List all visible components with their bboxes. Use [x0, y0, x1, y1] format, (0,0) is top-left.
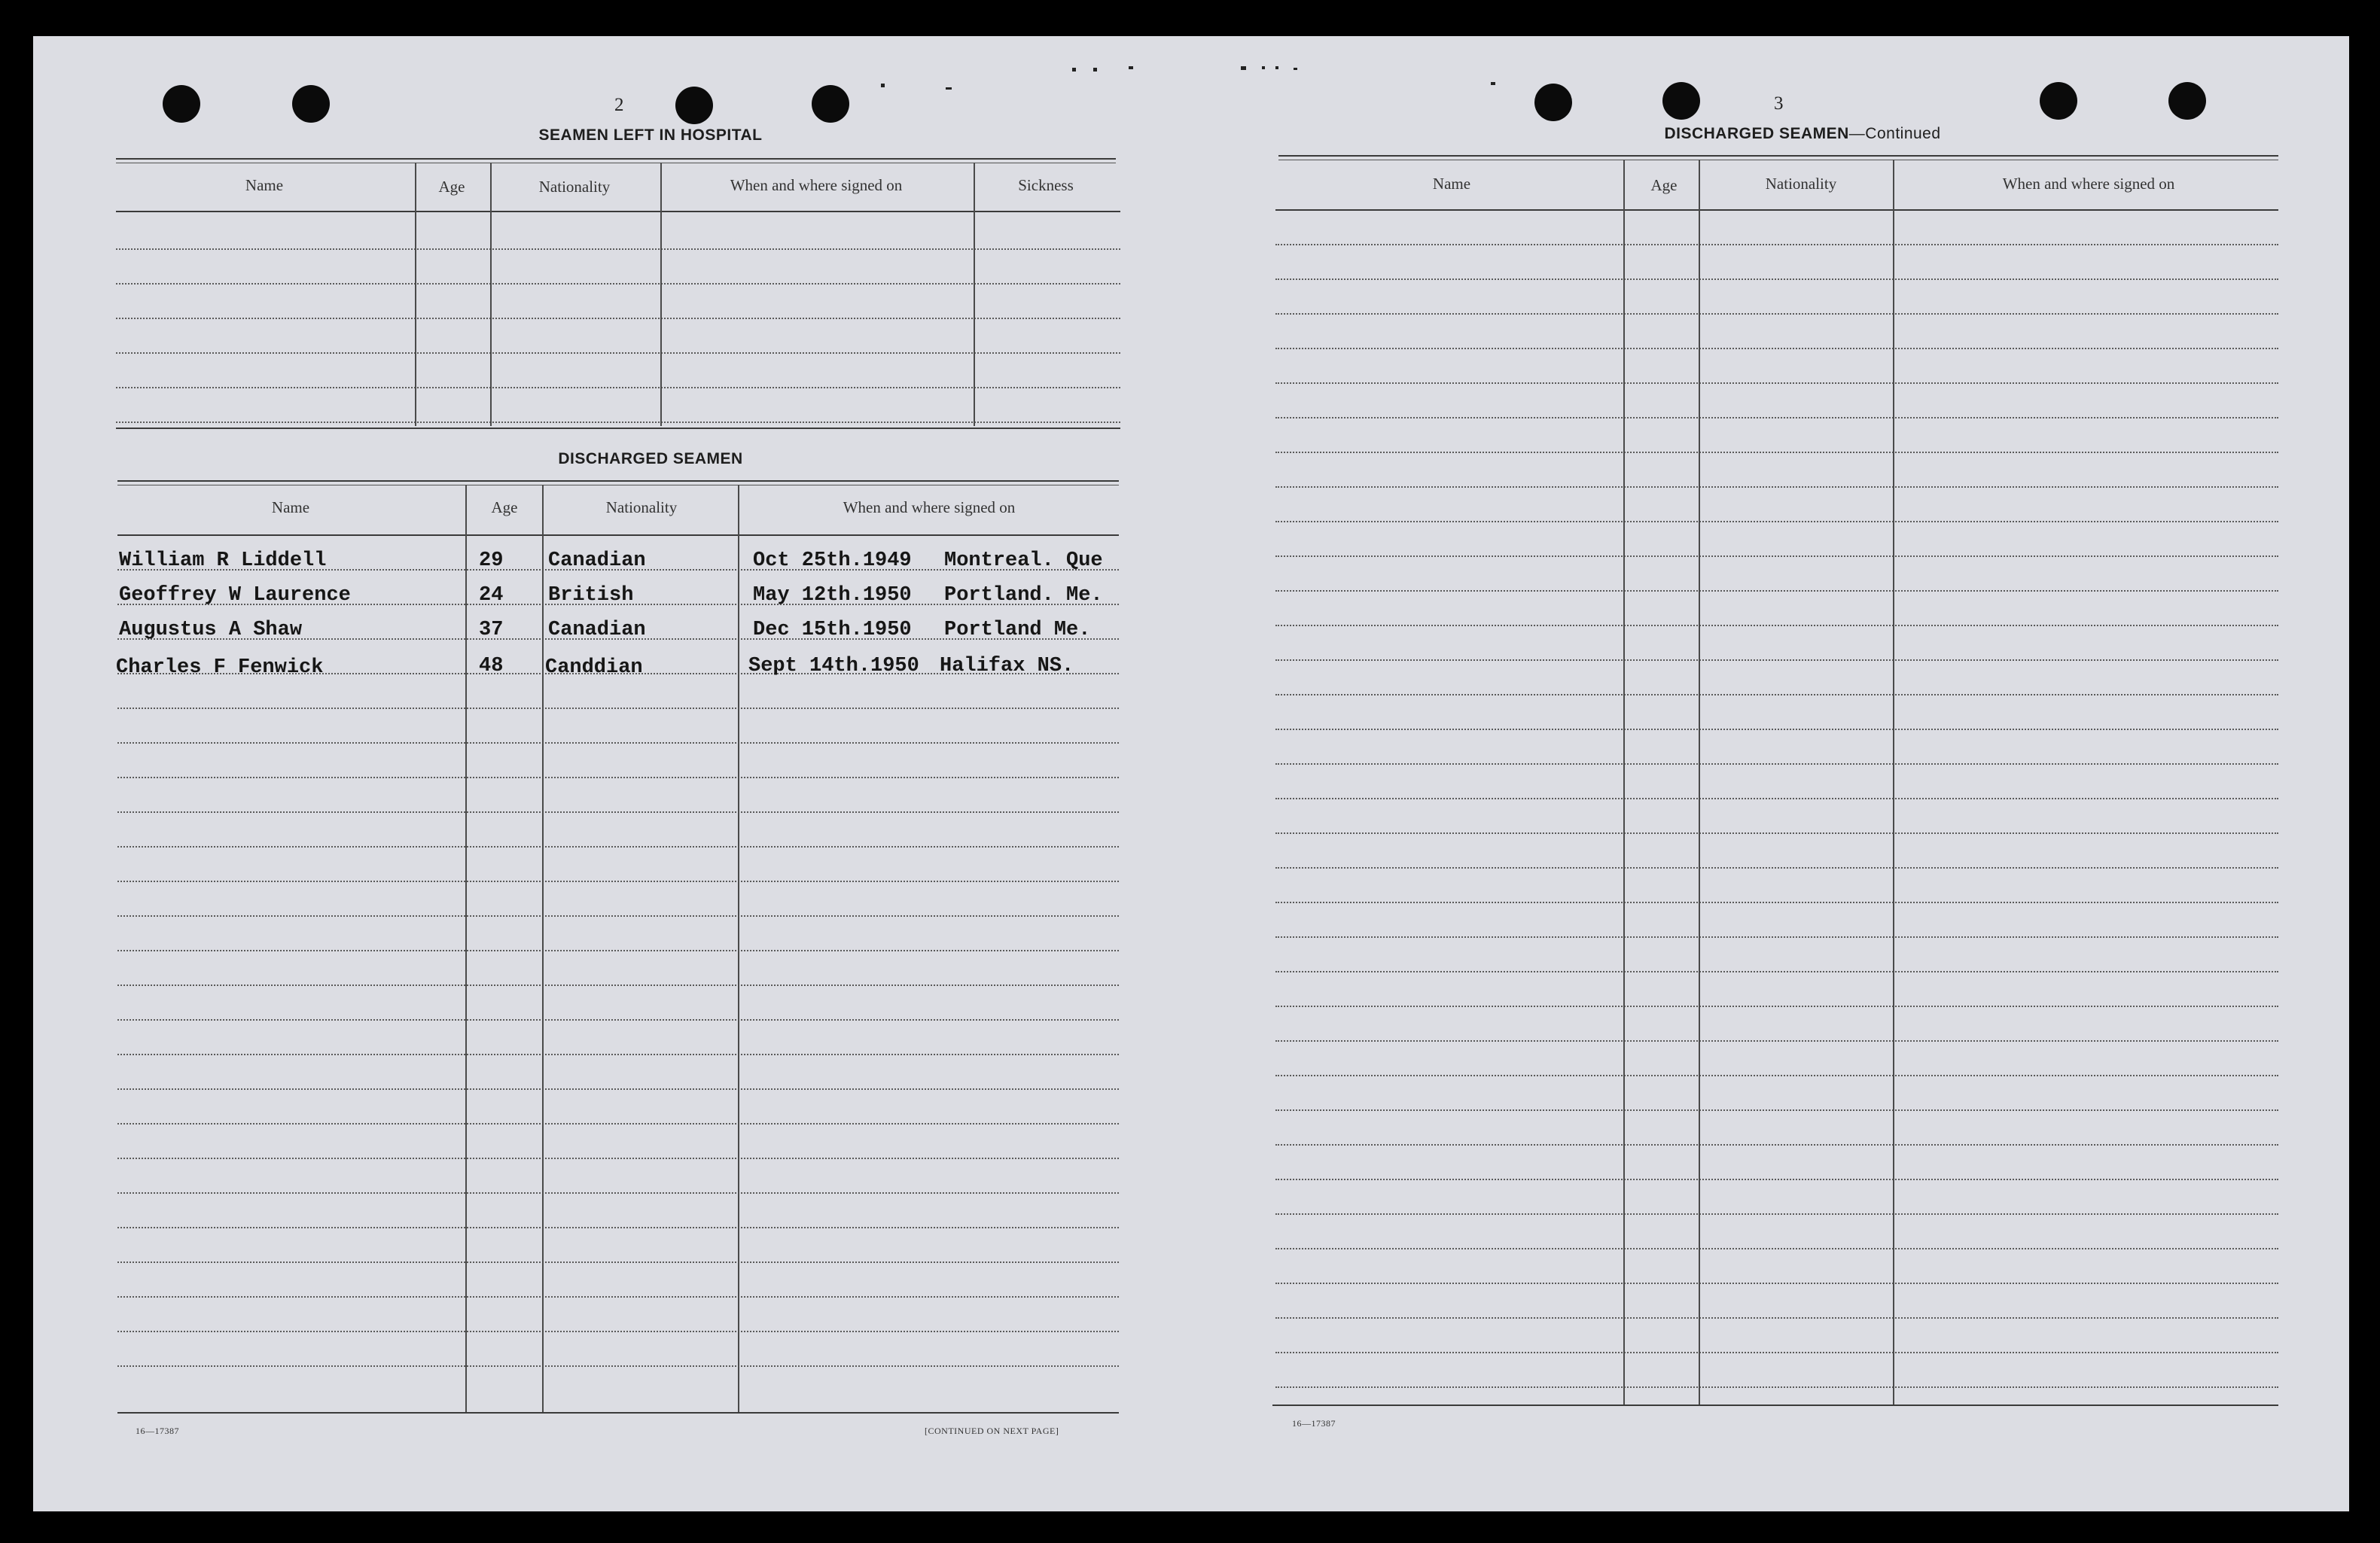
hospital-col-nationality: Nationality [538, 178, 611, 196]
ruled-line [1275, 971, 2278, 972]
ruled-line [117, 1192, 1119, 1194]
ruled-line [1275, 1386, 2278, 1388]
row-4-date: Sept 14th.1950 [748, 655, 919, 677]
ruled-line [1275, 278, 2278, 280]
ruled-line [1275, 1109, 2278, 1111]
row-3-age: 37 [479, 619, 504, 641]
ruled-line [117, 915, 1119, 917]
hospital-col-sickness: Sickness [1018, 176, 1074, 194]
continued-note: [CONTINUED ON NEXT PAGE] [925, 1426, 1059, 1436]
ruled-line [117, 777, 1119, 778]
ruled-line [117, 950, 1119, 951]
ruled-line [117, 1227, 1119, 1228]
discharged-top-rule [117, 480, 1119, 482]
row-2-nationality: British [548, 584, 634, 607]
row-1-nationality: Canadian [548, 549, 646, 572]
ruled-line [117, 846, 1119, 848]
punch-hole [2168, 82, 2206, 120]
ruled-line [1275, 1144, 2278, 1146]
ruled-line [117, 1331, 1119, 1332]
discharged-col-age: Age [491, 498, 518, 516]
ruled-line [1275, 486, 2278, 488]
ruled-line [1275, 590, 2278, 592]
ruled-line [1275, 417, 2278, 418]
right-col-nationality: Nationality [1765, 175, 1837, 193]
ruled-line [117, 985, 1119, 986]
ruled-line [117, 881, 1119, 882]
row-1-name: William R Liddell [119, 549, 327, 572]
punch-hole [2040, 82, 2077, 120]
ruled-line [1275, 555, 2278, 557]
row-3-name: Augustus A Shaw [119, 619, 303, 641]
ruled-line [1275, 1283, 2278, 1284]
right-page-number: 3 [1774, 93, 1784, 114]
row-1-place: Montreal. Que [944, 549, 1103, 572]
ruled-line [117, 1296, 1119, 1298]
ruled-line [1275, 1075, 2278, 1076]
hospital-col-age: Age [438, 178, 465, 196]
ruled-line [1275, 659, 2278, 661]
row-3-place: Portland Me. [944, 619, 1091, 641]
ruled-line [117, 1261, 1119, 1263]
row-3-date: Dec 15th.1950 [753, 619, 912, 641]
ruled-line [1275, 936, 2278, 938]
row-2-place: Portland. Me. [944, 584, 1103, 607]
right-section-title-main: DISCHARGED SEAMEN [1664, 125, 1849, 142]
ruled-line [1275, 694, 2278, 695]
ruled-line [1275, 625, 2278, 626]
discharged-col-signed-on: When and where signed on [843, 498, 1016, 516]
ruled-line [1275, 1317, 2278, 1319]
ruled-line [1275, 1179, 2278, 1180]
ruled-line [1275, 313, 2278, 315]
row-1-age: 29 [479, 549, 504, 572]
ruled-line [1275, 521, 2278, 522]
punch-hole [675, 87, 713, 124]
ruled-line [1275, 867, 2278, 869]
row-4-place: Halifax NS. [940, 655, 1074, 677]
ruled-line [117, 1365, 1119, 1367]
ruled-line [117, 811, 1119, 813]
discharged-col-name: Name [271, 498, 310, 516]
ruled-line [1275, 452, 2278, 453]
row-4-nationality: Canddian [545, 656, 643, 679]
hospital-col-signed-on: When and where signed on [730, 176, 903, 194]
row-4-age: 48 [479, 655, 504, 677]
hospital-section-title: SEAMEN LEFT IN HOSPITAL [538, 126, 763, 144]
ruled-line [1275, 1352, 2278, 1353]
ruled-line [1275, 902, 2278, 903]
right-form-number: 16—17387 [1292, 1418, 1336, 1429]
row-2-date: May 12th.1950 [753, 584, 912, 607]
ruled-line [117, 1054, 1119, 1055]
row-2-name: Geoffrey W Laurence [119, 584, 351, 607]
ruled-line [117, 708, 1119, 709]
ruled-line [1275, 763, 2278, 765]
ruled-line [1275, 1213, 2278, 1215]
right-top-rule [1278, 155, 2278, 157]
right-col-age: Age [1650, 176, 1678, 194]
ruled-line [1275, 348, 2278, 349]
row-3-nationality: Canadian [548, 619, 646, 641]
ruled-line [117, 1019, 1119, 1021]
right-col-signed-on: When and where signed on [2002, 175, 2175, 193]
punch-hole [163, 85, 200, 123]
ruled-line [117, 1088, 1119, 1090]
ruled-line [1275, 1006, 2278, 1007]
punch-hole [292, 85, 330, 123]
ruled-line [117, 742, 1119, 744]
row-2-age: 24 [479, 584, 504, 607]
ledger-paper [33, 36, 2349, 1511]
ruled-line [1275, 729, 2278, 730]
ruled-line [1275, 798, 2278, 799]
ruled-line [117, 1158, 1119, 1159]
ruled-line [1275, 1248, 2278, 1249]
left-page-number: 2 [614, 95, 624, 115]
punch-hole [1662, 82, 1700, 120]
ruled-line [1275, 382, 2278, 384]
ruled-line [117, 1123, 1119, 1125]
left-form-number: 16—17387 [136, 1426, 179, 1436]
discharged-section-title: DISCHARGED SEAMEN [558, 450, 743, 467]
discharged-col-nationality: Nationality [605, 498, 678, 516]
right-col-name: Name [1432, 175, 1471, 193]
ruled-line [1275, 244, 2278, 245]
row-4-name: Charles F Fenwick [116, 656, 324, 679]
hospital-col-name: Name [245, 176, 284, 194]
row-1-date: Oct 25th.1949 [753, 549, 912, 572]
punch-hole [812, 85, 849, 123]
ruled-line [1275, 832, 2278, 834]
ruled-line [1275, 1040, 2278, 1042]
right-section-title [1539, 125, 2066, 143]
hospital-top-rule [116, 158, 1116, 160]
right-section-title-suffix: —Continued [1848, 125, 1941, 142]
punch-hole [1534, 84, 1572, 121]
